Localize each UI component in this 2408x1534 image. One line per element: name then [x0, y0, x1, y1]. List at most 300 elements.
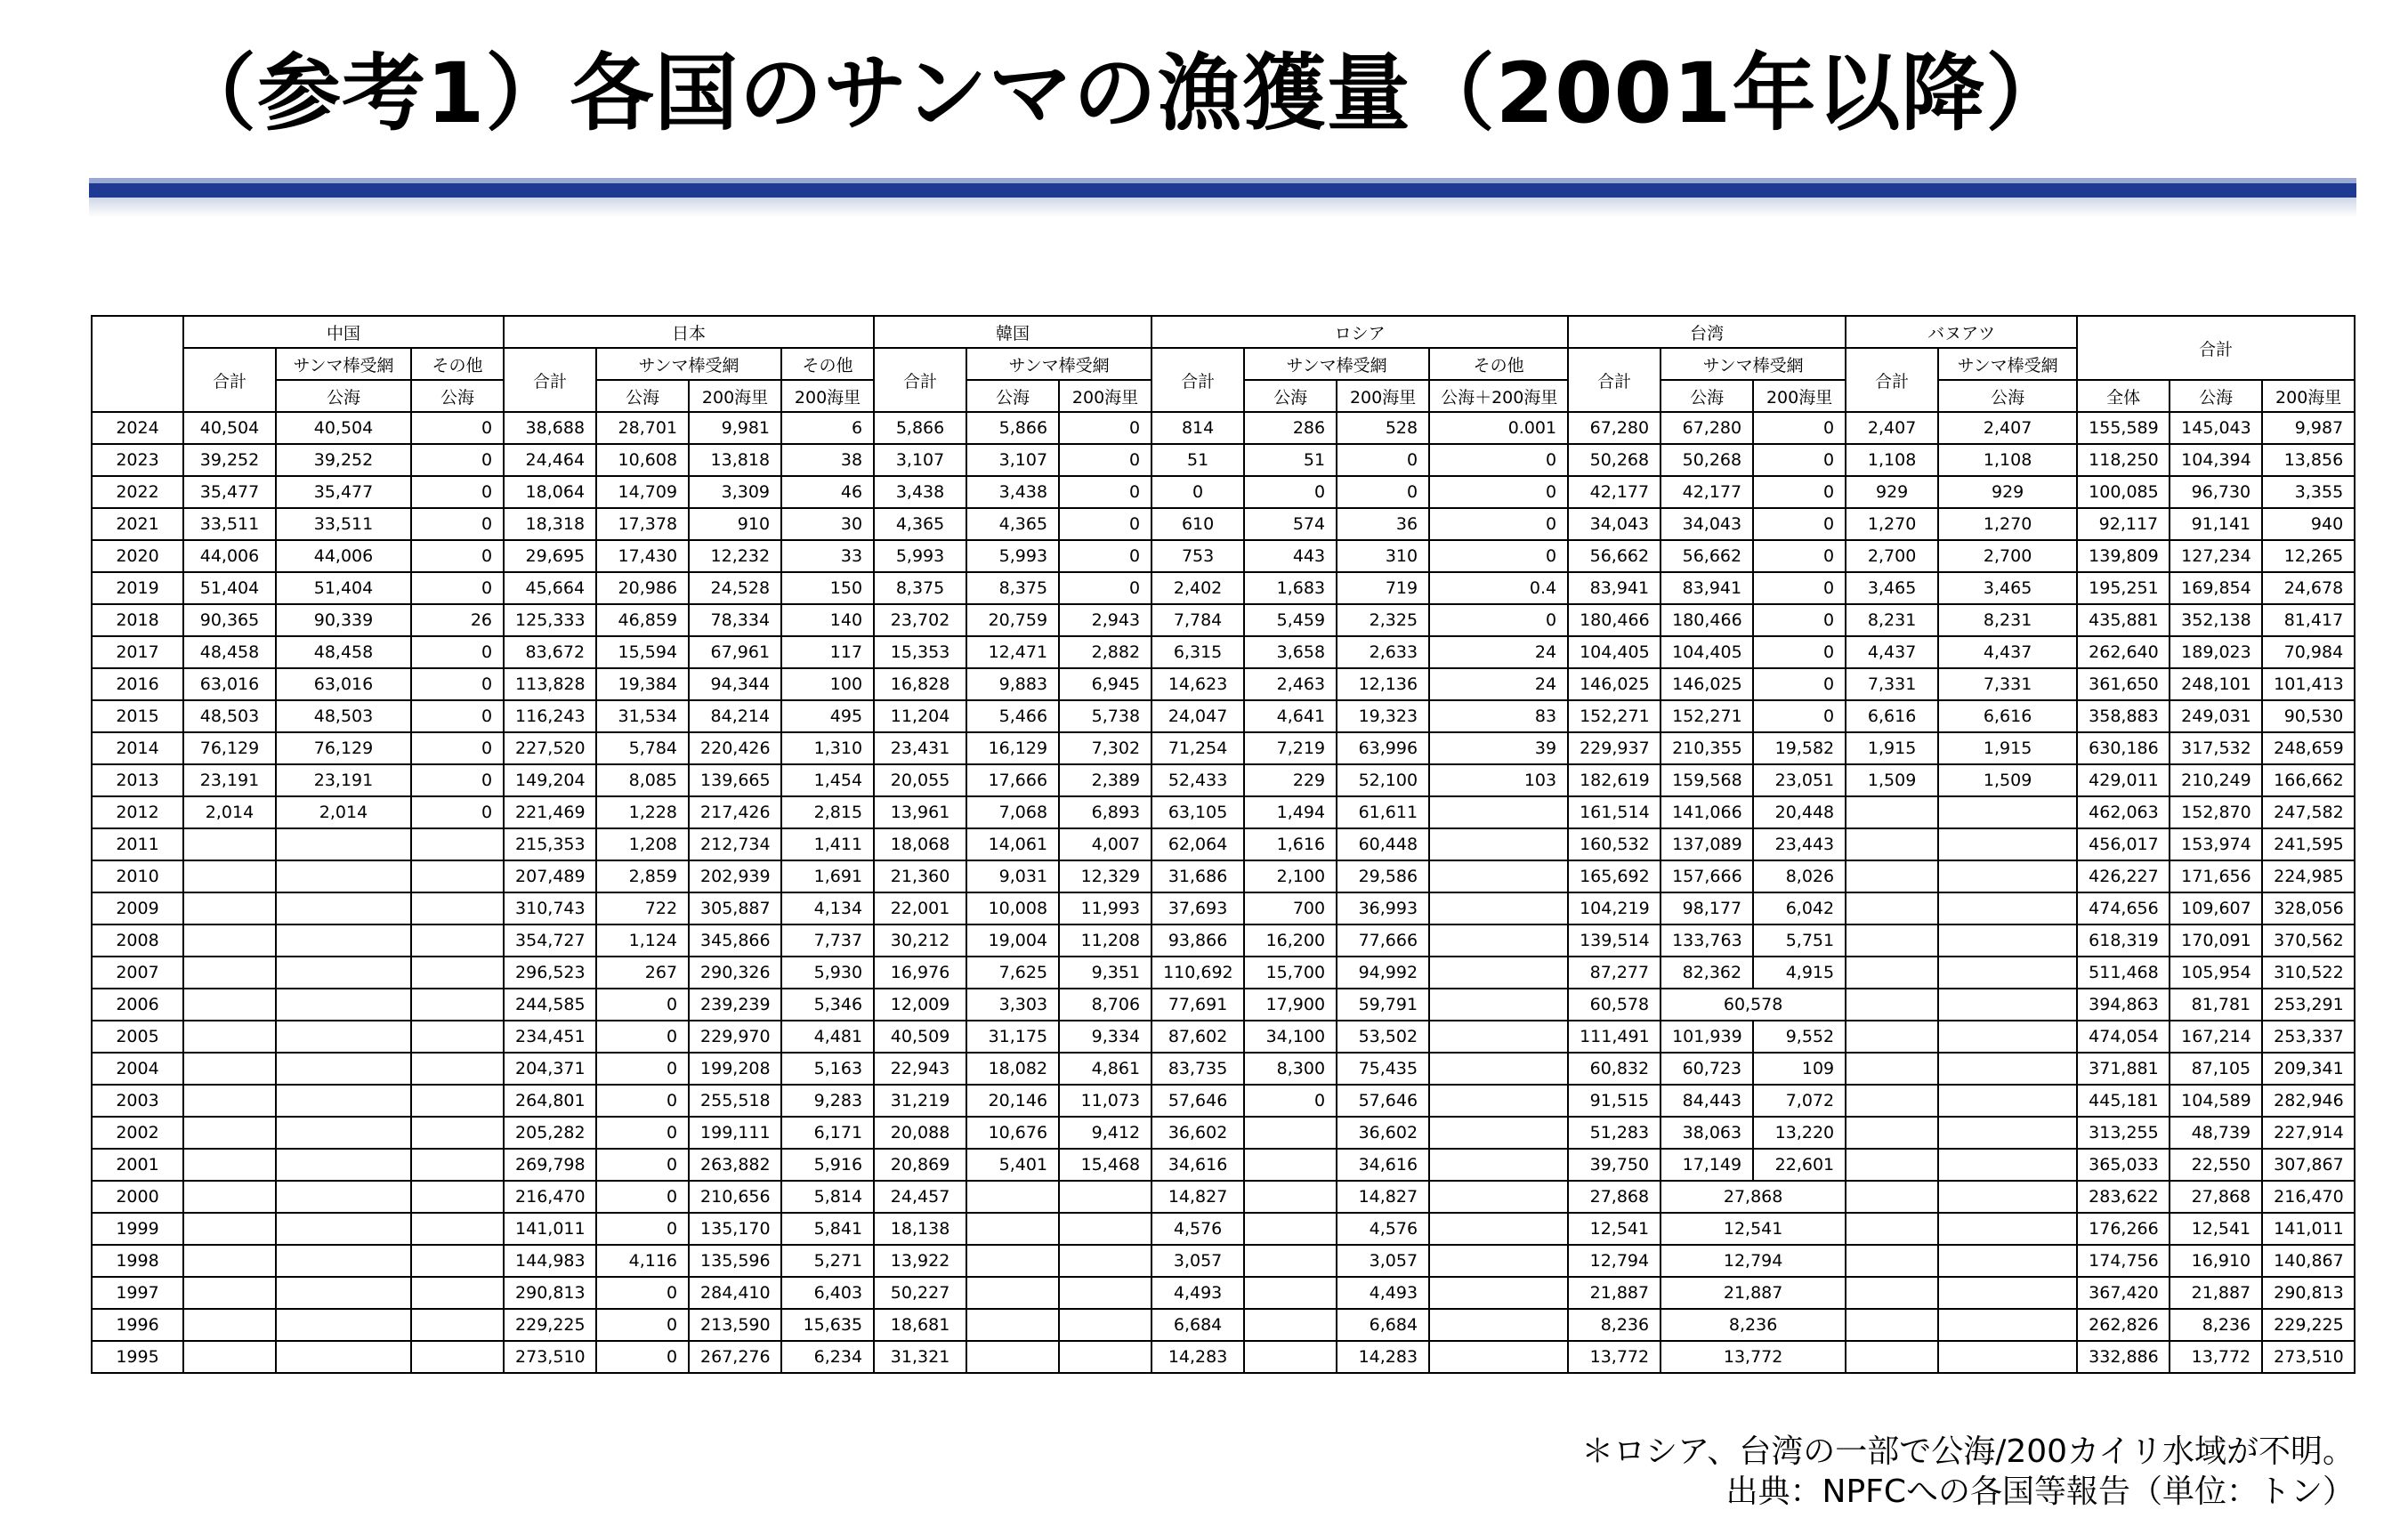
table-cell: [1846, 924, 1938, 957]
table-cell: 4,493: [1151, 1277, 1244, 1309]
table-cell: 0: [1429, 604, 1568, 636]
table-cell: 9,334: [1059, 1021, 1151, 1053]
table-cell: 44,006: [276, 540, 411, 572]
table-cell: 618,319: [2077, 924, 2170, 957]
table-cell: 0: [1059, 572, 1151, 604]
table-cell: 358,883: [2077, 700, 2170, 732]
header-row-countries: [92, 316, 2355, 348]
table-cell: [1429, 796, 1568, 828]
table-cell: [411, 1245, 504, 1277]
korea-total-header: 合計: [874, 348, 966, 412]
year-cell: 2007: [92, 957, 183, 989]
table-row: [92, 1277, 2355, 1309]
table-cell: 5,163: [781, 1053, 874, 1085]
table-cell: 273,510: [504, 1341, 596, 1373]
table-cell: 5,466: [966, 700, 1059, 732]
table-cell: 263,882: [689, 1149, 781, 1181]
table-cell: 445,181: [2077, 1085, 2170, 1117]
table-cell: [1429, 860, 1568, 892]
table-cell: 1,915: [1938, 732, 2077, 764]
table-cell: 1,915: [1846, 732, 1938, 764]
table-cell: 137,089: [1661, 828, 1753, 860]
korea-sanma-eez: 200海里: [1059, 380, 1151, 412]
table-cell: 15,635: [781, 1309, 874, 1341]
vanuatu-total-header: 合計: [1846, 348, 1938, 412]
table-cell: 19,384: [596, 668, 689, 700]
table-cell: 77,691: [1151, 989, 1244, 1021]
table-cell: [1846, 796, 1938, 828]
table-cell: [1938, 1341, 2077, 1373]
table-cell: 310,743: [504, 892, 596, 924]
table-cell: 83,735: [1151, 1053, 1244, 1085]
table-cell: 45,664: [504, 572, 596, 604]
table-cell: 27,868: [1661, 1181, 1846, 1213]
table-cell: 227,520: [504, 732, 596, 764]
table-cell: 90,530: [2262, 700, 2355, 732]
table-body: [92, 412, 2355, 1373]
table-cell: 0: [411, 572, 504, 604]
table-cell: [1846, 989, 1938, 1021]
year-cell: 2006: [92, 989, 183, 1021]
table-row: [92, 1181, 2355, 1213]
table-cell: 354,727: [504, 924, 596, 957]
table-cell: 174,756: [2077, 1245, 2170, 1277]
table-cell: 6: [781, 412, 874, 444]
japan-sanma-eez: 200海里: [689, 380, 781, 412]
table-row: [92, 636, 2355, 668]
table-cell: 0: [1753, 476, 1846, 508]
table-cell: 104,405: [1661, 636, 1753, 668]
table-cell: [1429, 1149, 1568, 1181]
table-cell: [411, 1021, 504, 1053]
table-cell: [1846, 1181, 1938, 1213]
table-cell: [1429, 828, 1568, 860]
table-cell: 241,595: [2262, 828, 2355, 860]
table-cell: [1846, 1245, 1938, 1277]
table-cell: 169,854: [2170, 572, 2262, 604]
table-cell: 23,431: [874, 732, 966, 764]
table-cell: 3,438: [874, 476, 966, 508]
table-cell: 23,191: [183, 764, 276, 796]
table-cell: 46,859: [596, 604, 689, 636]
table-cell: 33,511: [183, 508, 276, 540]
table-cell: 36,602: [1337, 1117, 1429, 1149]
table-cell: [183, 989, 276, 1021]
table-cell: [411, 860, 504, 892]
table-cell: 51,404: [183, 572, 276, 604]
table-cell: 0: [411, 476, 504, 508]
table-cell: 109: [1753, 1053, 1846, 1085]
table-cell: 141,011: [2262, 1213, 2355, 1245]
table-cell: 352,138: [2170, 604, 2262, 636]
table-cell: 35,477: [183, 476, 276, 508]
table-row: [92, 1213, 2355, 1245]
catch-table: [91, 315, 2355, 1374]
china-total-header: 合計: [183, 348, 276, 412]
japan-sanma-highseas: 公海: [596, 380, 689, 412]
table-cell: 157,666: [1661, 860, 1753, 892]
table-cell: [1059, 1181, 1151, 1213]
year-cell: 2019: [92, 572, 183, 604]
table-row: [92, 412, 2355, 444]
table-cell: 6,171: [781, 1117, 874, 1149]
table-cell: 13,961: [874, 796, 966, 828]
table-cell: 7,331: [1846, 668, 1938, 700]
table-cell: [1429, 1341, 1568, 1373]
table-cell: [1059, 1277, 1151, 1309]
table-cell: 18,681: [874, 1309, 966, 1341]
table-cell: 23,191: [276, 764, 411, 796]
table-cell: 7,625: [966, 957, 1059, 989]
table-cell: 0: [596, 1085, 689, 1117]
table-cell: [1846, 1277, 1938, 1309]
table-row: [92, 828, 2355, 860]
table-cell: 5,841: [781, 1213, 874, 1245]
vanuatu-sanma-header: サンマ棒受網: [1938, 348, 2077, 380]
table-cell: 3,107: [874, 444, 966, 476]
table-cell: 165,692: [1568, 860, 1661, 892]
table-cell: 1,509: [1846, 764, 1938, 796]
table-cell: 40,504: [276, 412, 411, 444]
table-cell: 48,739: [2170, 1117, 2262, 1149]
table-cell: [1244, 1213, 1337, 1245]
table-cell: 4,641: [1244, 700, 1337, 732]
table-cell: 4,437: [1846, 636, 1938, 668]
table-cell: 247,582: [2262, 796, 2355, 828]
table-cell: 22,001: [874, 892, 966, 924]
table-cell: 36: [1337, 508, 1429, 540]
table-cell: 16,200: [1244, 924, 1337, 957]
table-cell: 2,389: [1059, 764, 1151, 796]
table-cell: 149,204: [504, 764, 596, 796]
table-cell: 910: [689, 508, 781, 540]
table-row: [92, 604, 2355, 636]
table-cell: 528: [1337, 412, 1429, 444]
year-cell: 2002: [92, 1117, 183, 1149]
vanuatu-sanma-highseas: 公海: [1938, 380, 2077, 412]
table-cell: [1846, 1213, 1938, 1245]
table-cell: 0: [596, 1277, 689, 1309]
table-cell: 429,011: [2077, 764, 2170, 796]
table-cell: 18,068: [874, 828, 966, 860]
table-cell: [1244, 1117, 1337, 1149]
table-cell: 36,602: [1151, 1117, 1244, 1149]
table-cell: [276, 1053, 411, 1085]
table-cell: 6,315: [1151, 636, 1244, 668]
year-cell: 2016: [92, 668, 183, 700]
table-cell: 180,466: [1661, 604, 1753, 636]
table-cell: 16,910: [2170, 1245, 2262, 1277]
table-cell: 19,323: [1337, 700, 1429, 732]
table-cell: 929: [1938, 476, 2077, 508]
table-cell: 0: [596, 1021, 689, 1053]
table-cell: [1429, 924, 1568, 957]
table-cell: 180,466: [1568, 604, 1661, 636]
footnote-source: 出典：NPFCへの各国等報告（単位：トン）: [1725, 1473, 2355, 1511]
table-cell: 0: [596, 1117, 689, 1149]
table-cell: 8,706: [1059, 989, 1151, 1021]
table-cell: 100,085: [2077, 476, 2170, 508]
table-cell: 8,231: [1938, 604, 2077, 636]
table-cell: 46: [781, 476, 874, 508]
table-cell: 7,737: [781, 924, 874, 957]
table-cell: 4,365: [966, 508, 1059, 540]
table-cell: 332,886: [2077, 1341, 2170, 1373]
table-row: [92, 1149, 2355, 1181]
taiwan-sanma-header: サンマ棒受網: [1661, 348, 1846, 380]
year-cell: 1997: [92, 1277, 183, 1309]
table-row: [92, 957, 2355, 989]
table-cell: 0: [411, 732, 504, 764]
table-cell: 8,375: [874, 572, 966, 604]
year-header: [92, 316, 183, 412]
country-total: 合計: [2077, 316, 2355, 380]
table-cell: 0: [411, 796, 504, 828]
table-cell: 104,394: [2170, 444, 2262, 476]
table-cell: 24: [1429, 636, 1568, 668]
table-cell: 0: [1059, 476, 1151, 508]
table-cell: [276, 1181, 411, 1213]
table-cell: 48,458: [276, 636, 411, 668]
table-cell: 217,426: [689, 796, 781, 828]
table-cell: [183, 1277, 276, 1309]
table-cell: 63,016: [276, 668, 411, 700]
table-cell: 204,371: [504, 1053, 596, 1085]
table-cell: 146,025: [1568, 668, 1661, 700]
table-cell: 1,494: [1244, 796, 1337, 828]
table-cell: 21,887: [1568, 1277, 1661, 1309]
table-cell: 34,100: [1244, 1021, 1337, 1053]
table-cell: 15,594: [596, 636, 689, 668]
table-cell: 12,471: [966, 636, 1059, 668]
table-cell: 13,772: [1568, 1341, 1661, 1373]
year-cell: 2001: [92, 1149, 183, 1181]
table-cell: 152,271: [1661, 700, 1753, 732]
russia-sanma-eez: 200海里: [1337, 380, 1429, 412]
table-row: [92, 1245, 2355, 1277]
table-row: [92, 796, 2355, 828]
table-cell: 0: [1059, 508, 1151, 540]
china-other-highseas: 公海: [411, 380, 504, 412]
china-sanma-highseas: 公海: [276, 380, 411, 412]
table-cell: 48,503: [276, 700, 411, 732]
table-cell: 4,134: [781, 892, 874, 924]
table-cell: 146,025: [1661, 668, 1753, 700]
table-cell: 21,887: [2170, 1277, 2262, 1309]
table-cell: 212,734: [689, 828, 781, 860]
table-cell: 6,042: [1753, 892, 1846, 924]
table-cell: [411, 1149, 504, 1181]
table-cell: [183, 1021, 276, 1053]
table-cell: 83,941: [1568, 572, 1661, 604]
table-cell: 3,303: [966, 989, 1059, 1021]
table-cell: 160,532: [1568, 828, 1661, 860]
table-cell: 5,916: [781, 1149, 874, 1181]
table-cell: 305,887: [689, 892, 781, 924]
table-cell: 7,068: [966, 796, 1059, 828]
table-cell: 83,941: [1661, 572, 1753, 604]
table-cell: [276, 957, 411, 989]
table-cell: 8,085: [596, 764, 689, 796]
table-cell: 262,826: [2077, 1309, 2170, 1341]
table-cell: 96,730: [2170, 476, 2262, 508]
table-cell: 313,255: [2077, 1117, 2170, 1149]
table-cell: 12,794: [1661, 1245, 1846, 1277]
table-cell: 11,993: [1059, 892, 1151, 924]
table-cell: 63,016: [183, 668, 276, 700]
table-cell: [276, 1277, 411, 1309]
catch-table-wrap: [91, 315, 2355, 1374]
table-row: [92, 989, 2355, 1021]
table-cell: 1,108: [1938, 444, 2077, 476]
table-cell: 30,212: [874, 924, 966, 957]
table-cell: [966, 1181, 1059, 1213]
table-cell: 296,523: [504, 957, 596, 989]
taiwan-sanma-eez: 200海里: [1753, 380, 1846, 412]
table-cell: 14,827: [1337, 1181, 1429, 1213]
table-cell: [1429, 1053, 1568, 1085]
table-header: [92, 316, 2355, 412]
year-cell: 2014: [92, 732, 183, 764]
table-cell: 76,129: [276, 732, 411, 764]
table-cell: [183, 1341, 276, 1373]
table-cell: 4,007: [1059, 828, 1151, 860]
table-cell: 2,402: [1151, 572, 1244, 604]
table-cell: 474,054: [2077, 1021, 2170, 1053]
table-cell: 12,136: [1337, 668, 1429, 700]
table-cell: 253,291: [2262, 989, 2355, 1021]
table-cell: 56,662: [1568, 540, 1661, 572]
table-cell: 34,043: [1661, 508, 1753, 540]
russia-sanma-highseas: 公海: [1244, 380, 1337, 412]
table-cell: 84,214: [689, 700, 781, 732]
table-cell: 9,351: [1059, 957, 1151, 989]
table-cell: 155,589: [2077, 412, 2170, 444]
table-cell: 290,326: [689, 957, 781, 989]
table-cell: 18,138: [874, 1213, 966, 1245]
table-cell: 144,983: [504, 1245, 596, 1277]
table-cell: 630,186: [2077, 732, 2170, 764]
table-cell: 365,033: [2077, 1149, 2170, 1181]
table-cell: [1429, 892, 1568, 924]
table-cell: 210,249: [2170, 764, 2262, 796]
table-cell: 7,219: [1244, 732, 1337, 764]
table-cell: [1429, 1021, 1568, 1053]
table-cell: [1938, 828, 2077, 860]
table-cell: 202,939: [689, 860, 781, 892]
table-cell: [1938, 957, 2077, 989]
page-title: （参考1）各国のサンマの漁獲量（2001年以降）: [173, 45, 2071, 142]
table-cell: 21,887: [1661, 1277, 1846, 1309]
table-cell: 8,236: [1568, 1309, 1661, 1341]
table-row: [92, 924, 2355, 957]
year-cell: 2020: [92, 540, 183, 572]
table-cell: 60,578: [1661, 989, 1846, 1021]
table-cell: 140: [781, 604, 874, 636]
table-cell: 13,772: [2170, 1341, 2262, 1373]
table-cell: 12,541: [1661, 1213, 1846, 1245]
table-cell: 118,250: [2077, 444, 2170, 476]
table-cell: 6,684: [1151, 1309, 1244, 1341]
table-cell: 84,443: [1661, 1085, 1753, 1117]
table-cell: 1,108: [1846, 444, 1938, 476]
table-row: [92, 764, 2355, 796]
year-cell: 2005: [92, 1021, 183, 1053]
table-cell: [1938, 924, 2077, 957]
table-cell: 0: [411, 764, 504, 796]
table-cell: 0: [411, 412, 504, 444]
table-cell: 24,047: [1151, 700, 1244, 732]
table-cell: 239,239: [689, 989, 781, 1021]
table-cell: [276, 1085, 411, 1117]
table-cell: 24: [1429, 668, 1568, 700]
table-cell: 0: [1429, 476, 1568, 508]
table-cell: 1,454: [781, 764, 874, 796]
table-cell: 81,417: [2262, 604, 2355, 636]
year-cell: 1998: [92, 1245, 183, 1277]
table-cell: 5,459: [1244, 604, 1337, 636]
year-cell: 2022: [92, 476, 183, 508]
table-cell: 9,987: [2262, 412, 2355, 444]
table-cell: 9,552: [1753, 1021, 1846, 1053]
table-cell: [1938, 1181, 2077, 1213]
table-cell: 13,922: [874, 1245, 966, 1277]
table-cell: 0: [1753, 636, 1846, 668]
table-cell: 18,082: [966, 1053, 1059, 1085]
table-cell: 610: [1151, 508, 1244, 540]
table-cell: 1,683: [1244, 572, 1337, 604]
table-cell: 283,622: [2077, 1181, 2170, 1213]
table-cell: 170,091: [2170, 924, 2262, 957]
table-cell: 189,023: [2170, 636, 2262, 668]
table-cell: [1846, 1341, 1938, 1373]
table-cell: 462,063: [2077, 796, 2170, 828]
table-cell: [1429, 1309, 1568, 1341]
table-cell: [183, 1117, 276, 1149]
table-cell: [966, 1309, 1059, 1341]
table-cell: 17,430: [596, 540, 689, 572]
table-cell: [411, 1117, 504, 1149]
table-cell: [1938, 1021, 2077, 1053]
table-cell: 8,236: [2170, 1309, 2262, 1341]
table-cell: 20,088: [874, 1117, 966, 1149]
table-cell: 253,337: [2262, 1021, 2355, 1053]
table-cell: [411, 892, 504, 924]
table-cell: 2,100: [1244, 860, 1337, 892]
table-cell: 207,489: [504, 860, 596, 892]
table-cell: 2,407: [1938, 412, 2077, 444]
table-cell: 31,686: [1151, 860, 1244, 892]
table-cell: [276, 1213, 411, 1245]
table-cell: 60,448: [1337, 828, 1429, 860]
table-cell: 4,576: [1337, 1213, 1429, 1245]
table-cell: 3,057: [1337, 1245, 1429, 1277]
year-cell: 2011: [92, 828, 183, 860]
table-cell: [276, 1245, 411, 1277]
table-cell: [1938, 1213, 2077, 1245]
table-cell: 52,433: [1151, 764, 1244, 796]
table-cell: [276, 924, 411, 957]
year-cell: 2009: [92, 892, 183, 924]
table-cell: 255,518: [689, 1085, 781, 1117]
table-cell: 221,469: [504, 796, 596, 828]
table-cell: 0: [1429, 540, 1568, 572]
table-cell: 111,491: [1568, 1021, 1661, 1053]
year-cell: 2003: [92, 1085, 183, 1117]
table-cell: 4,116: [596, 1245, 689, 1277]
table-cell: 50,268: [1661, 444, 1753, 476]
table-row: [92, 1085, 2355, 1117]
